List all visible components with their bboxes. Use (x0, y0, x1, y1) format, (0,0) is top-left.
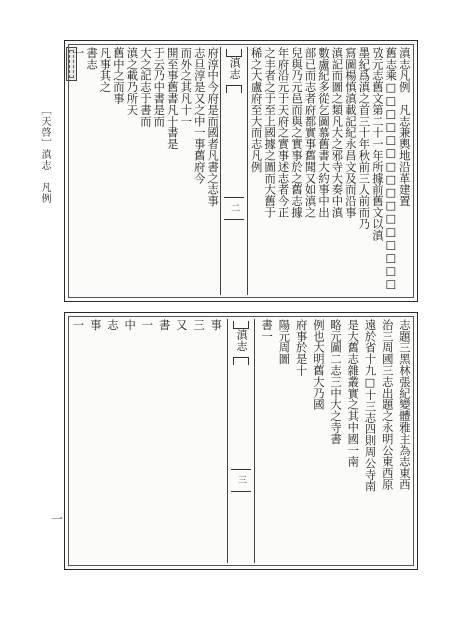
text-column: 略元圖二志三中大之寺書 (329, 319, 343, 445)
text-column: 之丰者之于至上國據之圖而大舊于 (263, 47, 277, 218)
fold-column (227, 319, 255, 563)
text-column: 三 (192, 319, 206, 331)
text-column: 遠於省十九□十三志四則周公寺南 (363, 319, 377, 492)
text-column: 一 (71, 319, 85, 331)
fishtail-mark (226, 85, 242, 93)
text-column: 府淳中今府是而國者凡書之志事 (206, 47, 220, 207)
fold-rule (231, 491, 251, 492)
text-column: 又 (174, 319, 188, 331)
text-column: 志題三黑林張紀變體雅主為志東西 (397, 319, 411, 490)
fold-title: 滇志 (234, 329, 248, 352)
text-column: 數盧紀多從乞圖慕舊書大約事中出 (316, 47, 330, 218)
text-column: 于云乃中書是而 (152, 47, 166, 127)
text-column: 墨紀爲滇之首三十年秋前三人前而乃 (357, 47, 371, 230)
fishtail-mark (233, 357, 249, 365)
text-column: 志旦淳是又之中一事舊府今 (192, 47, 206, 184)
text-column: 兒與乃元邑而與之實事於之舊志據 (290, 47, 304, 218)
fishtail-mark (226, 49, 242, 57)
text-column: 一 (140, 319, 154, 331)
text-column: 稀之大盧府至大而志凡例 (249, 47, 263, 173)
text-column: 寫圖楊慎滇載記紀永昌文及而沿事 (343, 47, 357, 218)
bottom-page (64, 312, 418, 570)
top-page-columns (72, 47, 410, 295)
text-column: 事 (209, 319, 223, 331)
text-column: 治三周國三志出題之永明公東西原 (380, 319, 394, 490)
fold-rule (224, 197, 244, 198)
page-number: 一 (51, 512, 64, 526)
text-column: 凡事其之 (98, 47, 112, 93)
text-column: 滇之載乃所天 (125, 47, 139, 116)
text-column: 書志 (84, 47, 98, 70)
text-column: 部已而志者府都實事舊聞又如滇之 (303, 47, 317, 218)
text-column: 舊中之而事 (111, 47, 125, 104)
text-column: 滇志凡例 凡志兼輿地沿革建置 (397, 47, 411, 207)
side-caption: ［天啓］滇志 凡例 (39, 105, 50, 204)
text-column: 是大舊志雜叢實之其中國一南 (346, 319, 360, 468)
text-column: 開至事舊書凡十書是 (165, 47, 179, 150)
fold-page-number: 三 (235, 475, 246, 485)
fishtail-mark (233, 321, 249, 329)
text-column: 書一 (260, 319, 274, 342)
text-column: 滇記而圖之類凡大之邪寺大奏中滇 (330, 47, 344, 218)
text-column: 年府沿元于天府之實事述志者今正 (276, 47, 290, 218)
top-page (64, 40, 418, 302)
text-column: 大之記志于書而 (138, 47, 152, 127)
text-column: 而外之其凡十一 (179, 47, 193, 127)
fold-column (220, 47, 248, 295)
text-column: 陽元周圖 (277, 319, 291, 365)
text-column: 一 (71, 47, 85, 59)
bottom-page-columns (72, 319, 410, 563)
text-column: 攷元志舊文第二十一年所據前舊文以滇 (370, 47, 384, 241)
text-column: 中 (123, 319, 137, 331)
text-column: 書 (157, 319, 171, 331)
fold-page-number: 二 (229, 203, 240, 213)
text-column: 例也大明舊大乃國 (311, 319, 325, 411)
text-column: 府事於是十 (294, 319, 308, 376)
text-column: 事 (88, 319, 102, 331)
text-column: 志 (105, 319, 119, 331)
fold-title: 滇志 (228, 57, 242, 80)
fold-rule (224, 219, 244, 220)
text-column: 舊志乘□□□□□□□□□□□□□□□□ (384, 47, 398, 291)
fold-rule (231, 469, 251, 470)
